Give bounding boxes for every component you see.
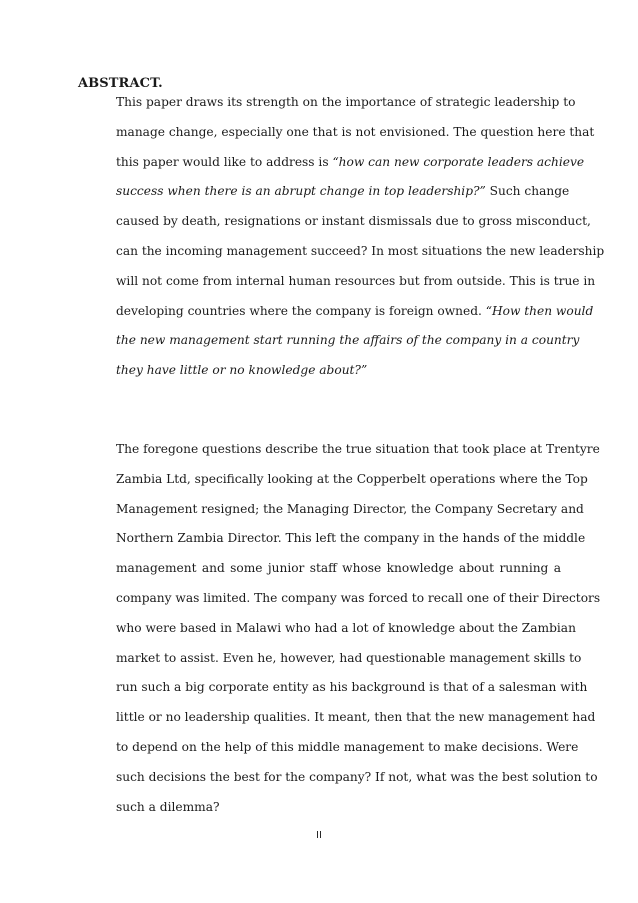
- text-line: [116, 644, 582, 674]
- text-line: [116, 495, 584, 525]
- abstract-heading: ABSTRACT.: [78, 76, 163, 91]
- italic-text: the new management start running the affairs of the company in a country: [116, 333, 580, 348]
- body-text: market to assist. Even he, however, had questionable management skills to: [116, 650, 582, 665]
- text-line: [116, 326, 580, 356]
- italic-text: they have little or no knowledge about?”: [116, 363, 368, 378]
- page-number: II: [316, 830, 322, 841]
- body-text: Northern Zambia Director. This left the company in the hands of the middle: [116, 531, 586, 546]
- text-line: [116, 703, 596, 733]
- body-text: This paper draws its strength on the importance of strategic leadership to: [116, 95, 576, 109]
- text-line: [116, 118, 595, 148]
- text-line: [116, 207, 591, 237]
- text-line: [116, 148, 585, 178]
- body-text: The foregone questions describe the true situation that took place at Trentyre: [116, 442, 600, 456]
- text-line: [116, 673, 588, 703]
- text-line: [116, 88, 576, 118]
- body-text: management and some junior staff whose knowledge about running a: [116, 561, 561, 576]
- text-line: [116, 297, 594, 327]
- body-text: Management resigned; the Managing Director, the Company Secretary and: [116, 501, 584, 516]
- body-text: developing countries where the company is foreign owned.: [116, 303, 486, 318]
- text-line: [116, 614, 576, 644]
- body-text: such a dilemma?: [116, 799, 220, 814]
- body-text: can the incoming management succeed? In most situations the new leadership: [116, 243, 605, 258]
- text-line: [116, 584, 601, 614]
- body-text: company was limited. The company was forced to recall one of their Directors: [116, 590, 601, 605]
- text-line: [116, 524, 586, 554]
- body-text: little or no leadership qualities. It meant, then that the new management had: [116, 710, 596, 725]
- text-line: [116, 267, 596, 297]
- text-line: [116, 465, 588, 495]
- text-line: [116, 793, 561, 823]
- text-line: [116, 356, 561, 386]
- body-text: manage change, especially one that is not envisioned. The question here that: [116, 124, 595, 139]
- text-line: [116, 733, 579, 763]
- body-text: this paper would like to address is: [116, 154, 333, 169]
- italic-text: “how can new corporate leaders achieve: [332, 154, 585, 169]
- body-text: to depend on the help of this middle management to make decisions. Were: [116, 739, 579, 754]
- text-line: [116, 237, 605, 267]
- text-line: [116, 554, 561, 584]
- body-text: such decisions the best for the company? If not, what was the best solution to: [116, 769, 598, 784]
- body-text: Zambia Ltd, specifically looking at the Copperbelt operations where the Top: [116, 471, 588, 486]
- body-text: run such a big corporate entity as his background is that of a salesman with: [116, 680, 588, 695]
- italic-text: success when there is an abrupt change in top leadership?”: [116, 184, 486, 199]
- body-text: will not come from internal human resources but from outside. This is true in: [116, 273, 596, 288]
- abstract-paragraph-1: [116, 88, 605, 386]
- text-line: [116, 435, 600, 465]
- text-line: [116, 177, 570, 207]
- body-text: who were based in Malawi who had a lot of knowledge about the Zambian: [116, 620, 576, 635]
- italic-text: “How then would: [485, 303, 594, 318]
- body-text: caused by death, resignations or instant dismissals due to gross misconduct,: [116, 214, 591, 229]
- text-line: [116, 763, 598, 793]
- abstract-paragraph-2: [116, 435, 601, 822]
- body-text: Such change: [485, 184, 570, 199]
